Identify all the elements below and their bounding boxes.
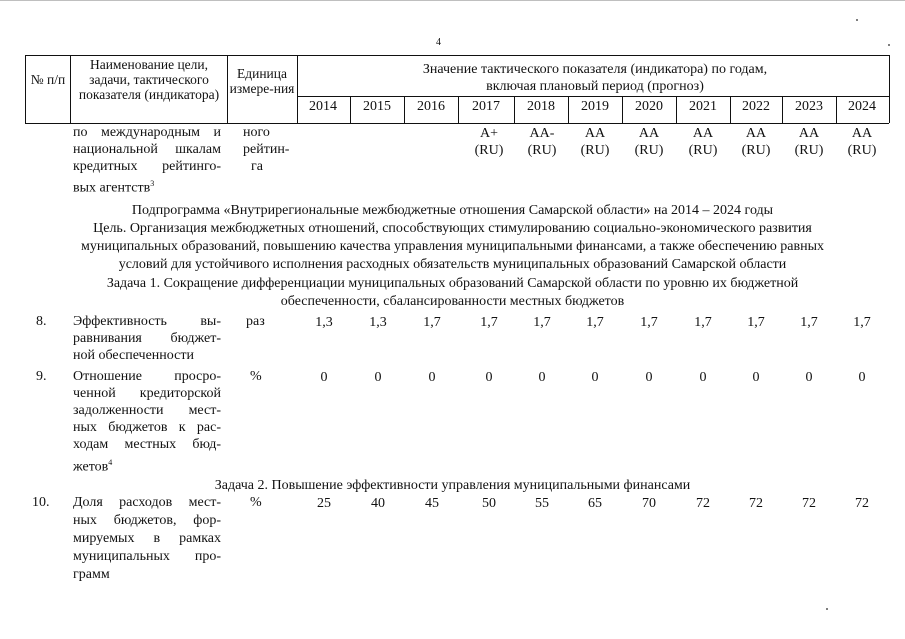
row-value: 0 [645,370,653,385]
row-value: 0 [699,370,707,385]
rating-value: AA [638,126,660,141]
row-value: 1,7 [480,315,498,330]
row-value: 1,7 [586,315,604,330]
row-value: 72 [855,496,869,511]
header-name: Наименование цели, задачи, тактического показателя (индикатора) [78,57,220,102]
header-year: 2019 [581,99,609,114]
page-top-edge [0,0,905,1]
page-number: 4 [436,37,441,48]
row-value: 72 [802,496,816,511]
header-year: 2024 [848,99,876,114]
continued-unit-line: рейтин- [243,142,290,157]
row-value: 55 [535,496,549,511]
continued-unit-line: ного [243,125,270,140]
row-name-line: ной обеспеченности [73,348,194,363]
row-num: 10. [32,495,50,510]
row-value: 65 [588,496,602,511]
rating-suffix: (RU) [580,143,610,158]
footnote-mark: 4 [108,458,113,467]
rating-suffix: (RU) [474,143,504,158]
subprogram-goal-line: условий для устойчивого исполнения расходных обязательств муниципальных образований Самарской области [118,257,787,272]
row-value: 40 [371,496,385,511]
row-value: 1,7 [694,315,712,330]
row-value: 25 [317,496,331,511]
continued-unit-line: га [251,159,263,174]
row-value: 1,7 [747,315,765,330]
rating-suffix: (RU) [741,143,771,158]
header-year: 2018 [527,99,555,114]
row-name-line: ных бюджетов, фор- [73,513,221,528]
footnote-mark: 3 [150,179,155,188]
rating-value: AA [798,126,820,141]
row-value: 45 [425,496,439,511]
rating-value: AA [584,126,606,141]
row-value: 0 [591,370,599,385]
row-value: 1,7 [533,315,551,330]
row-name-line: Доля расходов мест- [73,495,221,510]
row-num: 9. [36,369,47,384]
header-year: 2020 [635,99,663,114]
scan-speck [826,608,828,610]
row-unit: раз [246,314,265,329]
row-name-line: муниципальных про- [73,549,221,564]
header-year: 2015 [363,99,391,114]
row-value: 1,7 [853,315,871,330]
row-num: 8. [36,314,47,329]
header-unit: Единица измере-ния [229,66,295,96]
scan-speck [888,44,890,46]
rating-suffix: (RU) [634,143,664,158]
row-value: 72 [696,496,710,511]
scan-speck [856,19,858,21]
header-year: 2017 [472,99,500,114]
row-name-line: равнивания бюджет- [73,331,221,346]
row-name-line: Эффективность вы- [73,314,221,329]
row-unit: % [250,495,262,510]
row-value: 1,7 [640,315,658,330]
header-num: № п/п [30,72,66,87]
row-name-line: грамм [73,567,110,582]
row-unit: % [250,369,262,384]
rating-suffix: (RU) [527,143,557,158]
row-value: 70 [642,496,656,511]
row-value: 0 [374,370,382,385]
row-name-last-line: жетов$^4$ [73,458,113,475]
continued-name-last-line: вых агентств$^3$ [73,179,155,196]
continued-name-line: национальной шкалам [73,142,221,157]
row-value: 72 [749,496,763,511]
row-name-line: ных бюджетов к рас- [73,420,221,435]
row-value: 0 [752,370,760,385]
row-value: 1,3 [315,315,333,330]
header-year: 2016 [417,99,445,114]
row-value: 50 [482,496,496,511]
row-value: 0 [538,370,546,385]
rating-suffix: (RU) [688,143,718,158]
rating-value: AA [692,126,714,141]
rating-value: AA [851,126,873,141]
task2-heading: Задача 2. Повышение эффективности управления муниципальными финансами [214,478,691,493]
row-value: 1,7 [800,315,818,330]
row-name-line: мируемых в рамках [73,531,221,546]
continued-name-line: по международным и [73,125,221,140]
row-value: 1,7 [423,315,441,330]
header-year: 2022 [742,99,770,114]
rating-value: AA- [529,126,555,141]
row-name-line: ченной кредиторской [73,386,221,401]
row-name-line: задолженности мест- [73,403,221,418]
subprogram-goal-line: Цель. Организация межбюджетных отношений, способствующих стимулированию социально-экономического развития [93,221,812,236]
header-year: 2021 [689,99,717,114]
subprogram-title: Подпрограмма «Внутрирегиональные межбюджетные отношения Самарской области» на 2014 – 2024 годы [131,203,774,218]
task1-line: Задача 1. Сокращение дифференциации муниципальных образований Самарской области по уровню их бюджетной [106,276,799,291]
header-year: 2014 [309,99,337,114]
row-value: 0 [428,370,436,385]
subprogram-goal-line: муниципальных образований, повышению качества управления муниципальными финансами, а также обеспечению равных [80,239,825,254]
row-name-line: Отношение просро- [73,369,221,384]
header-year: 2023 [795,99,823,114]
task1-line: обеспеченности, сбалансированности местных бюджетов [280,294,625,309]
rating-value: AA [745,126,767,141]
header-values-caption: Значение тактического показателя (индикатора) по годам, включая плановый период (прогноз) [422,62,768,94]
row-name-line: ходам местных бюд- [73,437,221,452]
row-value: 1,3 [369,315,387,330]
rating-value: A+ [479,126,498,141]
row-value: 0 [320,370,328,385]
rating-suffix: (RU) [794,143,824,158]
continued-name-line: кредитных рейтинго- [73,159,221,174]
row-value: 0 [485,370,493,385]
row-value: 0 [805,370,813,385]
row-value: 0 [858,370,866,385]
rating-suffix: (RU) [847,143,877,158]
